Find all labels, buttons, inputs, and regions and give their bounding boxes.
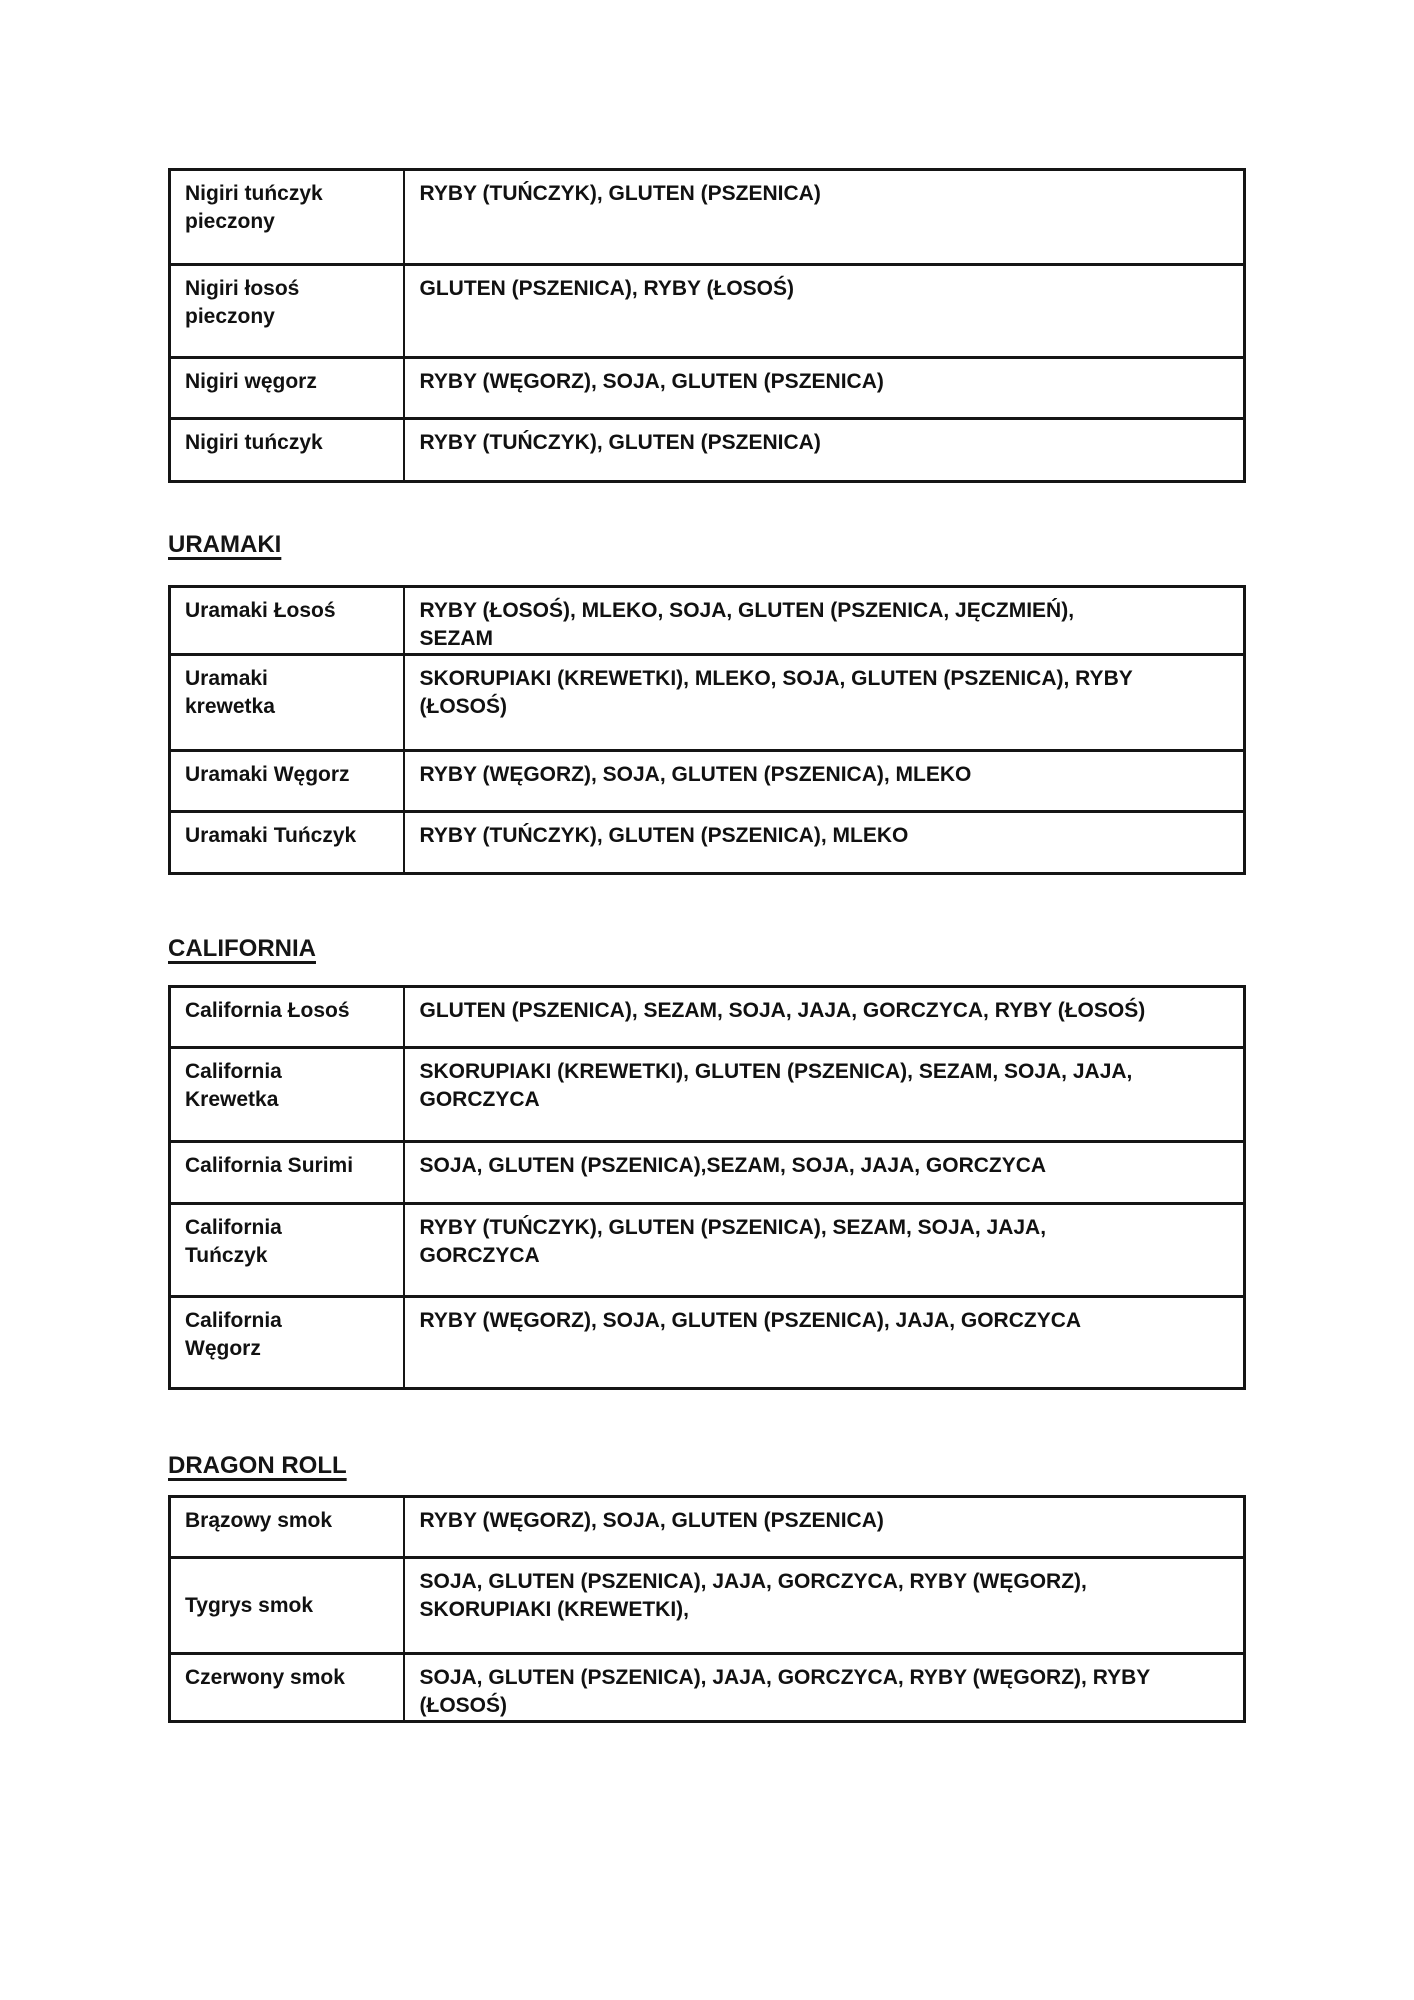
dish-name: Uramaki Tuńczyk bbox=[185, 824, 357, 847]
allergens-text: SKORUPIAKI (KREWETKI), GLUTEN (PSZENICA), SEZAM, SOJA, JAJA, GORCZYCA bbox=[419, 1060, 1133, 1111]
allergens-text: SOJA, GLUTEN (PSZENICA), JAJA, GORCZYCA, RYBY (WĘGORZ), SKORUPIAKI (KREWETKI), bbox=[419, 1570, 1087, 1621]
dish-name: California Łosoś bbox=[185, 999, 350, 1022]
dish-name: California Tuńczyk bbox=[185, 1216, 282, 1267]
allergens-text: RYBY (WĘGORZ), SOJA, GLUTEN (PSZENICA) bbox=[419, 370, 884, 393]
dish-name-cell bbox=[170, 1654, 404, 1722]
table-row bbox=[170, 812, 1245, 874]
dish-name: California Węgorz bbox=[185, 1309, 282, 1360]
dish-name: Nigiri łosoś pieczony bbox=[185, 277, 300, 328]
table-row bbox=[170, 587, 1245, 655]
table-row bbox=[170, 751, 1245, 812]
allergens-text: RYBY (TUŃCZYK), GLUTEN (PSZENICA) bbox=[419, 431, 821, 454]
allergens-text: GLUTEN (PSZENICA), RYBY (ŁOSOŚ) bbox=[419, 277, 795, 300]
allergens-text: SKORUPIAKI (KREWETKI), MLEKO, SOJA, GLUTEN (PSZENICA), RYBY (ŁOSOŚ) bbox=[419, 667, 1133, 718]
table-row bbox=[170, 419, 1245, 482]
dish-name-cell bbox=[170, 987, 404, 1048]
allergens-cell bbox=[404, 265, 1245, 358]
allergens-text: RYBY (WĘGORZ), SOJA, GLUTEN (PSZENICA) bbox=[419, 1509, 884, 1532]
allergens-text: RYBY (TUŃCZYK), GLUTEN (PSZENICA), SEZAM, SOJA, JAJA, GORCZYCA bbox=[419, 1216, 1047, 1267]
dish-name-cell bbox=[170, 655, 404, 751]
dish-name: Czerwony smok bbox=[185, 1666, 345, 1689]
dish-name-cell bbox=[170, 358, 404, 419]
dish-name-cell bbox=[170, 1204, 404, 1297]
allergens-cell bbox=[404, 1297, 1245, 1389]
dish-name-cell bbox=[170, 170, 404, 265]
allergens-text: SOJA, GLUTEN (PSZENICA), JAJA, GORCZYCA, RYBY (WĘGORZ), RYBY (ŁOSOŚ) bbox=[419, 1666, 1150, 1717]
allergens-text: RYBY (ŁOSOŚ), MLEKO, SOJA, GLUTEN (PSZENICA, JĘCZMIEŃ), SEZAM bbox=[419, 599, 1075, 650]
table-row bbox=[170, 987, 1245, 1048]
allergens-text: RYBY (WĘGORZ), SOJA, GLUTEN (PSZENICA), JAJA, GORCZYCA bbox=[419, 1309, 1082, 1332]
dish-name: Uramaki Łosoś bbox=[185, 599, 336, 622]
dish-name-cell bbox=[170, 1297, 404, 1389]
allergens-cell bbox=[404, 358, 1245, 419]
table-row bbox=[170, 1142, 1245, 1204]
allergens-text: SOJA, GLUTEN (PSZENICA),SEZAM, SOJA, JAJA, GORCZYCA bbox=[419, 1154, 1047, 1177]
allergens-text: RYBY (WĘGORZ), SOJA, GLUTEN (PSZENICA), MLEKO bbox=[419, 763, 972, 786]
allergens-cell bbox=[404, 1204, 1245, 1297]
table-row bbox=[170, 1204, 1245, 1297]
dish-name: California Krewetka bbox=[185, 1060, 282, 1111]
dish-name: Nigiri tuńczyk bbox=[185, 431, 323, 454]
dish-name-cell bbox=[170, 1497, 404, 1558]
dish-name: Tygrys smok bbox=[185, 1593, 313, 1617]
allergens-cell bbox=[404, 419, 1245, 482]
table-row bbox=[170, 265, 1245, 358]
dish-name-cell bbox=[170, 751, 404, 812]
allergens-cell bbox=[404, 587, 1245, 655]
allergens-text: RYBY (TUŃCZYK), GLUTEN (PSZENICA) bbox=[419, 182, 821, 205]
table-row bbox=[170, 1048, 1245, 1142]
section-heading-dragon-roll: DRAGON ROLL bbox=[168, 1452, 347, 1479]
dish-name: Uramaki krewetka bbox=[185, 667, 275, 718]
allergens-text: RYBY (TUŃCZYK), GLUTEN (PSZENICA), MLEKO bbox=[419, 824, 909, 847]
allergens-text: GLUTEN (PSZENICA), SEZAM, SOJA, JAJA, GORCZYCA, RYBY (ŁOSOŚ) bbox=[419, 999, 1146, 1022]
dish-name-cell bbox=[170, 587, 404, 655]
allergens-cell bbox=[404, 812, 1245, 874]
dish-name-cell bbox=[170, 1142, 404, 1204]
allergens-cell bbox=[404, 751, 1245, 812]
dish-name-cell bbox=[170, 812, 404, 874]
dish-name: Nigiri węgorz bbox=[185, 370, 317, 393]
dish-name: Nigiri tuńczyk pieczony bbox=[185, 182, 323, 233]
allergens-cell bbox=[404, 655, 1245, 751]
california-allergen-table bbox=[168, 985, 1246, 1390]
table-row bbox=[170, 1654, 1245, 1722]
table-row bbox=[170, 170, 1245, 265]
dish-name-cell bbox=[170, 419, 404, 482]
dish-name-cell bbox=[170, 1558, 404, 1654]
dish-name-cell bbox=[170, 265, 404, 358]
dish-name-cell bbox=[170, 1048, 404, 1142]
dish-name: California Surimi bbox=[185, 1154, 354, 1177]
allergens-cell bbox=[404, 170, 1245, 265]
table-row bbox=[170, 655, 1245, 751]
allergens-cell bbox=[404, 1048, 1245, 1142]
dragon-roll-allergen-table bbox=[168, 1495, 1246, 1723]
table-row bbox=[170, 1497, 1245, 1558]
uramaki-allergen-table bbox=[168, 585, 1246, 875]
table-row bbox=[170, 1297, 1245, 1389]
allergens-cell bbox=[404, 1142, 1245, 1204]
table-row bbox=[170, 358, 1245, 419]
dish-name: Uramaki Węgorz bbox=[185, 763, 350, 786]
allergens-cell bbox=[404, 1654, 1245, 1722]
allergens-cell bbox=[404, 1497, 1245, 1558]
nigiri-allergen-table bbox=[168, 168, 1246, 483]
section-heading-uramaki: URAMAKI bbox=[168, 531, 282, 558]
table-row bbox=[170, 1558, 1245, 1654]
allergens-cell bbox=[404, 1558, 1245, 1654]
section-heading-california: CALIFORNIA bbox=[168, 935, 316, 962]
allergens-cell bbox=[404, 987, 1245, 1048]
dish-name: Brązowy smok bbox=[185, 1509, 333, 1532]
